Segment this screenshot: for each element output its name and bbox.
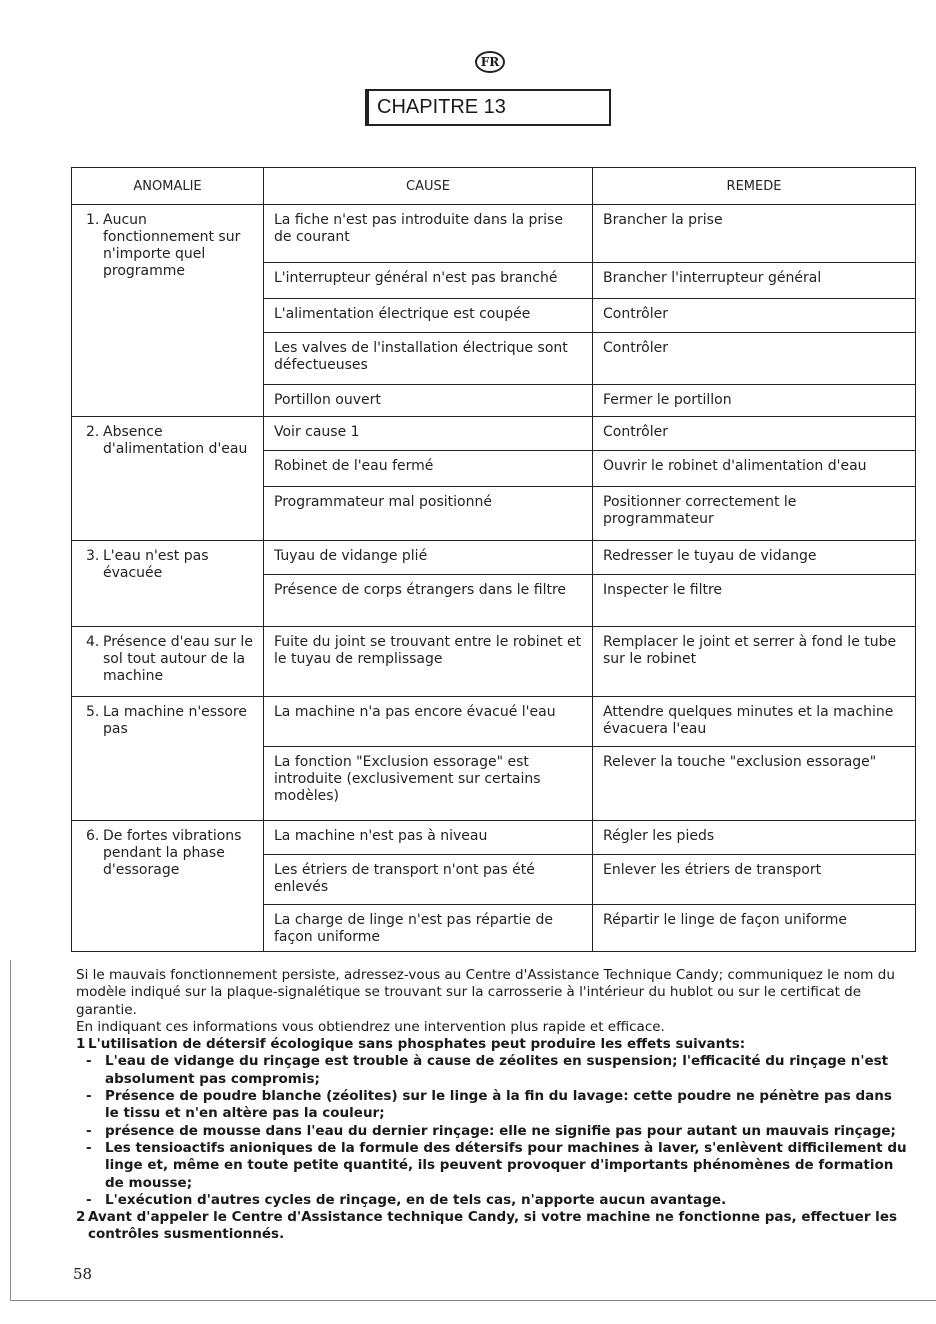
notes-section [76,967,908,1244]
table-body [72,205,916,952]
cause-cell: L'interrupteur général n'est pas branché [264,263,593,299]
table-row [72,205,916,263]
cause-cell: Programmateur mal positionné [264,487,593,541]
remedy-cell: Répartir le linge de façon uniforme [593,905,916,952]
note-bullet-list [76,1053,908,1209]
bullet-text: présence de mousse dans l'eau du dernier rinçage: elle ne signifie pas pour autant un mauvais rinçage; [105,1122,896,1139]
bullet-text: Présence de poudre blanche (zéolites) sur le linge à la fin du lavage: cette poudre ne pénètre pas dans le tissu et n'en altère pas la couleur; [105,1088,892,1122]
remedy-cell: Enlever les étriers de transport [593,855,916,905]
cause-cell: Les étriers de transport n'ont pas été enlevés [264,855,593,905]
anomaly-text: De fortes vibrations pendant la phase d'essorage [103,828,242,878]
anomaly-number: 4. [86,634,100,650]
table-row [72,417,916,451]
remedy-cell: Brancher la prise [593,205,916,263]
header-cause: CAUSE [264,168,593,205]
cause-cell: Robinet de l'eau fermé [264,451,593,487]
bullet-text: L'eau de vidange du rinçage est trouble à cause de zéolites en suspension; l'efficacité du rinçage n'est absolument pas compromis; [105,1053,889,1087]
remedy-cell: Brancher l'interrupteur général [593,263,916,299]
anomaly-number: 6. [86,828,100,844]
remedy-cell: Ouvrir le robinet d'alimentation d'eau [593,451,916,487]
remedy-cell: Inspecter le filtre [593,575,916,627]
note-bullet [76,1192,908,1209]
numbered-note [76,1036,908,1053]
cause-cell: Portillon ouvert [264,385,593,417]
anomaly-number: 1. [86,212,100,228]
remedy-cell: Redresser le tuyau de vidange [593,541,916,575]
cause-cell: Les valves de l'installation électrique sont défectueuses [264,333,593,385]
cause-cell: Présence de corps étrangers dans le filtre [264,575,593,627]
note-bullet [76,1053,908,1088]
anomaly-number: 2. [86,424,100,440]
page-number: 58 [73,1265,93,1283]
anomaly-text: Absence d'alimentation d'eau [103,424,248,457]
note-number: 2 [76,1209,86,1226]
remedy-cell: Régler les pieds [593,821,916,855]
bullet-dash: - [86,1139,92,1156]
remedy-cell: Contrôler [593,333,916,385]
cause-cell: Tuyau de vidange plié [264,541,593,575]
anomaly-cell [72,541,264,627]
anomaly-text: La machine n'essore pas [103,704,247,737]
bullet-dash: - [86,1053,92,1070]
anomaly-number: 5. [86,704,100,720]
anomaly-text: L'eau n'est pas évacuée [103,548,209,581]
note-bullet [76,1088,908,1123]
table-header-row [72,168,916,205]
bullet-dash: - [86,1191,92,1208]
remedy-cell: Attendre quelques minutes et la machine évacuera l'eau [593,697,916,747]
anomaly-text: Présence d'eau sur le sol tout autour de la machine [103,634,253,684]
remedy-cell: Positionner correctement le programmateur [593,487,916,541]
note-number: 1 [76,1036,86,1053]
language-badge: FR [475,51,505,73]
numbered-note [76,1209,908,1244]
remedy-cell: Contrôler [593,417,916,451]
note-bullet [76,1140,908,1192]
anomaly-cell [72,417,264,541]
cause-cell: Fuite du joint se trouvant entre le robinet et le tuyau de remplissage [264,627,593,697]
header-remede: REMEDE [593,168,916,205]
header-anomalie: ANOMALIE [72,168,264,205]
troubleshooting-table [71,167,916,952]
scan-edge-bottom [10,1300,936,1301]
remedy-cell: Relever la touche "exclusion essorage" [593,747,916,821]
note-text: Avant d'appeler le Centre d'Assistance technique Candy, si votre machine ne fonctionne pas, effectuer les contrôles susmentionnés. [88,1209,898,1243]
anomaly-cell [72,205,264,417]
bullet-text: L'exécution d'autres cycles de rinçage, en de tels cas, n'apporte aucun avantage. [105,1191,727,1208]
anomaly-number: 3. [86,548,100,564]
table-row [72,627,916,697]
remedy-cell: Remplacer le joint et serrer à fond le tube sur le robinet [593,627,916,697]
note-paragraph: En indiquant ces informations vous obtiendrez une intervention plus rapide et efficace. [76,1018,665,1035]
bullet-dash: - [86,1122,92,1139]
table-row [72,697,916,747]
table-row [72,821,916,855]
bullet-dash: - [86,1088,92,1105]
anomaly-cell [72,821,264,952]
anomaly-cell [72,627,264,697]
note-bullet [76,1123,908,1140]
chapter-title: CHAPITRE 13 [365,89,611,126]
cause-cell: Voir cause 1 [264,417,593,451]
table-row [72,541,916,575]
anomaly-cell [72,697,264,821]
remedy-cell: Contrôler [593,299,916,333]
cause-cell: La machine n'a pas encore évacué l'eau [264,697,593,747]
remedy-cell: Fermer le portillon [593,385,916,417]
bullet-text: Les tensioactifs anioniques de la formule des détersifs pour machines à laver, s'enlèvent difficilement du linge et, même en toute petite quantité, ils peuvent provoquer d'importants phénomènes de formation de mousse; [105,1139,907,1191]
cause-cell: La fonction "Exclusion essorage" est introduite (exclusivement sur certains modèles) [264,747,593,821]
cause-cell: L'alimentation électrique est coupée [264,299,593,333]
note-paragraph: Si le mauvais fonctionnement persiste, adressez-vous au Centre d'Assistance Technique Candy; communiquez le nom du modèle indiqué sur la plaque-signalétique se trouvant sur la carrosserie à l'intérieur du hublot ou sur le certificat de garantie. [76,967,895,1018]
cause-cell: La charge de linge n'est pas répartie de façon uniforme [264,905,593,952]
scan-edge-left [10,960,11,1300]
cause-cell: La fiche n'est pas introduite dans la prise de courant [264,205,593,263]
note-text: L'utilisation de détersif écologique sans phosphates peut produire les effets suivants: [88,1036,746,1053]
anomaly-text: Aucun fonctionnement sur n'importe quel programme [103,212,241,279]
cause-cell: La machine n'est pas à niveau [264,821,593,855]
